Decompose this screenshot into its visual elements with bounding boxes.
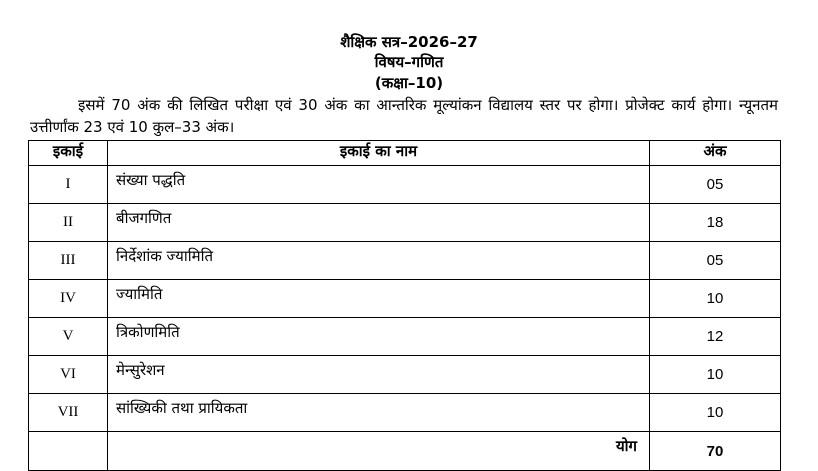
unit-name: बीजगणित bbox=[108, 204, 650, 242]
unit-marks: 05 bbox=[650, 166, 781, 204]
table-row bbox=[29, 242, 781, 280]
unit-marks: 18 bbox=[650, 204, 781, 242]
table-row bbox=[29, 166, 781, 204]
unit-number: II bbox=[29, 204, 108, 242]
session-title: शैक्षिक सत्र–2026–27 bbox=[340, 33, 478, 51]
intro-paragraph bbox=[30, 94, 778, 138]
units-table bbox=[28, 140, 781, 471]
subject-title: विषय–गणित bbox=[374, 53, 444, 71]
unit-number: VII bbox=[29, 394, 108, 432]
unit-marks: 10 bbox=[650, 394, 781, 432]
unit-name: सांख्यिकी तथा प्रायिकता bbox=[108, 394, 650, 432]
header-unit: इकाई bbox=[29, 141, 108, 166]
class-title: (कक्षा–10) bbox=[374, 74, 444, 92]
unit-number: III bbox=[29, 242, 108, 280]
unit-number: VI bbox=[29, 356, 108, 394]
intro-text: इसमें 70 अंक की लिखित परीक्षा एवं 30 अंक का आन्तरिक मूल्यांकन विद्यालय स्तर पर होगा। प्रोजेक्ट कार्य होगा। न्यूनतम उत्तीर्णांक 23 एवं 10 कुल–33 अंक। bbox=[30, 96, 778, 136]
table-header-row bbox=[29, 141, 781, 166]
unit-name: निर्देशांक ज्यामिति bbox=[108, 242, 650, 280]
cut-off-text-line bbox=[30, 444, 430, 452]
unit-name: ज्यामिति bbox=[108, 280, 650, 318]
header-marks: अंक bbox=[650, 141, 781, 166]
unit-number: V bbox=[29, 318, 108, 356]
unit-marks: 05 bbox=[650, 242, 781, 280]
unit-marks: 10 bbox=[650, 356, 781, 394]
unit-marks: 10 bbox=[650, 280, 781, 318]
table-row bbox=[29, 356, 781, 394]
table-row bbox=[29, 204, 781, 242]
unit-name: त्रिकोणमिति bbox=[108, 318, 650, 356]
unit-number: I bbox=[29, 166, 108, 204]
total-label: योग bbox=[108, 432, 650, 471]
table-row bbox=[29, 394, 781, 432]
unit-marks: 12 bbox=[650, 318, 781, 356]
unit-name: संख्या पद्धति bbox=[108, 166, 650, 204]
total-marks: 70 bbox=[650, 432, 781, 471]
table-row bbox=[29, 280, 781, 318]
header-unit-name: इकाई का नाम bbox=[108, 141, 650, 166]
unit-name: मेन्सुरेशन bbox=[108, 356, 650, 394]
table-row bbox=[29, 318, 781, 356]
unit-number: IV bbox=[29, 280, 108, 318]
